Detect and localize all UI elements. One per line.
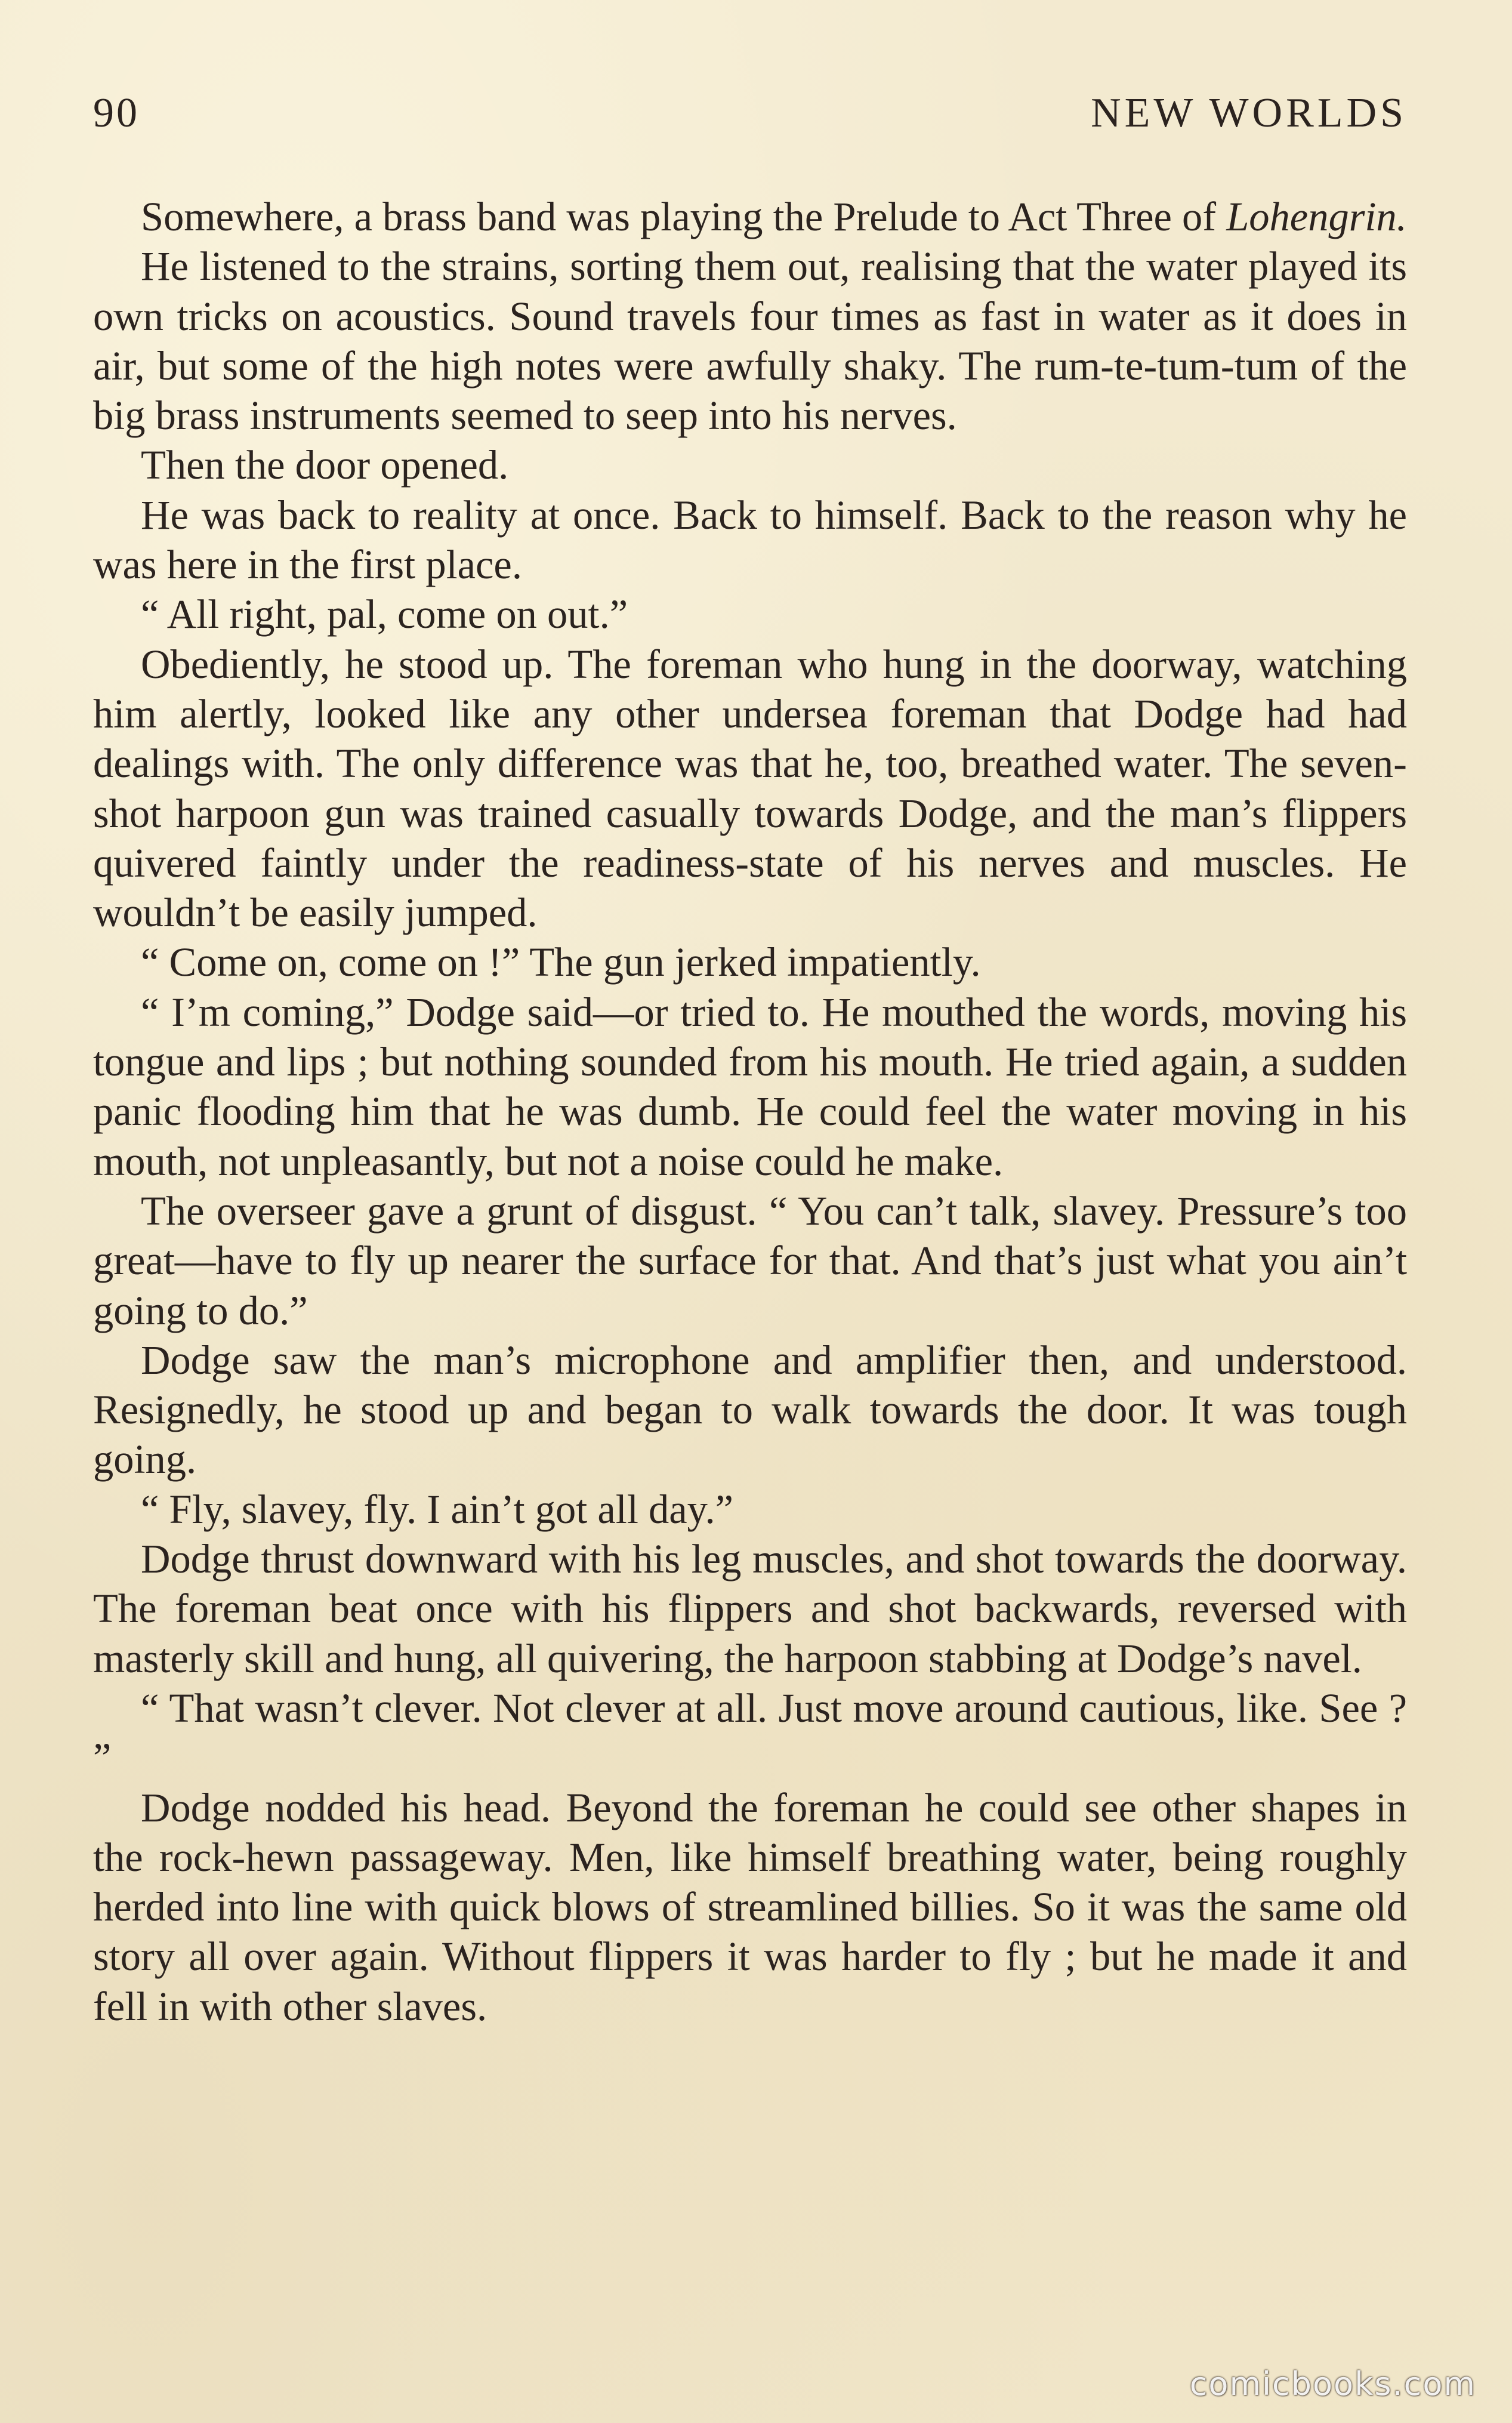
paragraph: Dodge saw the man’s microphone and amplifier then, and understood. Resignedly, he stood up and began to walk towards the door. It was tough going. bbox=[93, 1337, 1407, 1482]
paragraph: “ All right, pal, come on out.” bbox=[141, 591, 628, 637]
paragraph: “ That wasn’t clever. Not clever at all. Just move around cautious, like. See ? ” bbox=[93, 1685, 1407, 1781]
paragraph: “ Come on, come on !” The gun jerked impatiently. bbox=[141, 939, 981, 985]
body-text bbox=[93, 192, 1407, 2032]
paragraph bbox=[93, 192, 1407, 242]
paragraph: Obediently, he stood up. The foreman who hung in the doorway, watching him alertly, looked like any other undersea foreman that Dodge had had dealings with. The only difference was that he, too, breathed water. The seven-shot harpoon gun was trained casually towards Dodge, and the man’s flippers quivered faintly under the readiness-state of his nerves and muscles. He wouldn’t be easily jumped. bbox=[93, 641, 1407, 936]
italic-title: Lohengrin. bbox=[1226, 194, 1407, 239]
paragraph: Then the door opened. bbox=[141, 442, 509, 488]
paragraph: Dodge thrust downward with his leg muscles, and shot towards the doorway. The foreman beat once with his flippers and shot backwards, reversed with masterly skill and hung, all quivering, the harpoon stabbing at Dodge’s navel. bbox=[93, 1536, 1407, 1681]
page-number: 90 bbox=[93, 90, 140, 136]
paragraph: He listened to the strains, sorting them out, realising that the water played its own tricks on acoustics. Sound travels four times as fast in water as it does in air, but some of the high notes were awfully shaky. The rum-te-tum-tum of the big brass instruments seemed to seep into his nerves. bbox=[93, 243, 1407, 439]
paragraph-text: Somewhere, a brass band was playing the Prelude to Act Three of bbox=[141, 194, 1227, 239]
paragraph: “ Fly, slavey, fly. I ain’t got all day.” bbox=[141, 1486, 733, 1532]
running-title: NEW WORLDS bbox=[1091, 90, 1407, 136]
paragraph: “ I’m coming,” Dodge said—or tried to. He mouthed the words, moving his tongue and lips ; but nothing sounded from his mouth. He tried again, a sudden panic flooding him that he was dumb. He could feel the water moving in his mouth, not unpleasantly, but not a noise could he make. bbox=[93, 989, 1407, 1184]
paragraph: The overseer gave a grunt of disgust. “ You can’t talk, slavey. Pressure’s too great—have to fly up nearer the surface for that. And that’s just what you ain’t going to do.” bbox=[93, 1188, 1407, 1333]
paragraph: He was back to reality at once. Back to himself. Back to the reason why he was here in the first place. bbox=[93, 492, 1407, 588]
running-head bbox=[93, 90, 1407, 149]
watermark: comicbooks.com bbox=[1189, 2365, 1476, 2403]
paragraph: Dodge nodded his head. Beyond the foreman he could see other shapes in the rock-hewn passageway. Men, like himself breathing water, being roughly herded into line with quick blows of streamlined billies. So it was the same old story all over again. Without flippers it was harder to fly ; but he made it and fell in with other slaves. bbox=[93, 1784, 1407, 2029]
